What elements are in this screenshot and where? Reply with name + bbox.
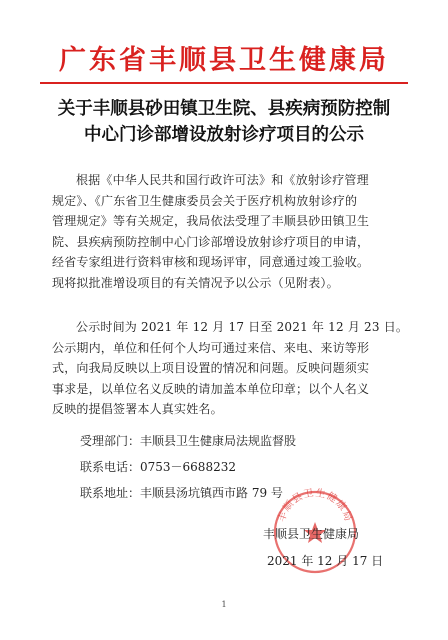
page-number: 1 (221, 600, 227, 609)
issuer-header: 广东省丰顺县卫生健康局 (59, 45, 389, 76)
paragraph-line: 公示期内，单位和任何个人均可通过来信、来电、来访等形 (52, 340, 370, 355)
paragraph-line: 事求是，以单位名义反映的请加盖本单位印章；以个人名义 (52, 381, 370, 396)
contact-phone: 联系电话：0753－6688232 (80, 460, 236, 474)
paragraph-line: 规定》、《广东省卫生健康委员会关于医疗机构放射诊疗的 (52, 193, 358, 208)
document-title (30, 96, 418, 148)
paragraph-line: 院、县疾病预防控制中心门诊部增设放射诊疗项目的申请， (52, 234, 370, 249)
contact-address: 联系地址：丰顺县汤坑镇西市路 79 号 (80, 486, 283, 500)
header-red-rule (40, 82, 408, 84)
paragraph-line: 公示时间为 2021 年 12 月 17 日至 2021 年 12 月 23 日。 (76, 320, 409, 334)
paragraph-line: 式，向我局反映以上项目设置的情况和问题。反映问题须实 (52, 361, 370, 375)
signature-date: 2021 年 12 月 17 日 (267, 554, 384, 568)
svg-text:丰顺县卫生健康局: 丰顺县卫生健康局 (276, 487, 354, 524)
paragraph-publicity-period (52, 317, 409, 420)
paragraph-line: 管理规定》等有关规定，我局依法受理了丰顺县砂田镇卫生 (52, 214, 370, 228)
paragraph-line: 经省专家组进行资料审核和现场评审，同意通过竣工验收。 (52, 255, 370, 269)
paragraph-basis (52, 170, 398, 293)
paragraph-line: 根据《中华人民共和国行政许可法》和《放射诊疗管理 (76, 173, 369, 187)
signature-organization: 丰顺县卫生健康局 (263, 527, 360, 541)
paragraph-line: 现将拟批准增设项目的有关情况予以公示（见附表）。 (52, 275, 339, 290)
paragraph-line: 反映的提倡签署本人真实姓名。 (52, 402, 223, 416)
contact-department: 受理部门：丰顺县卫生健康局法规监督股 (80, 434, 297, 448)
title-line-1: 关于丰顺县砂田镇卫生院、县疾病预防控制 (57, 99, 391, 119)
title-line-2: 中心门诊部增设放射诊疗项目的公示 (84, 125, 364, 145)
